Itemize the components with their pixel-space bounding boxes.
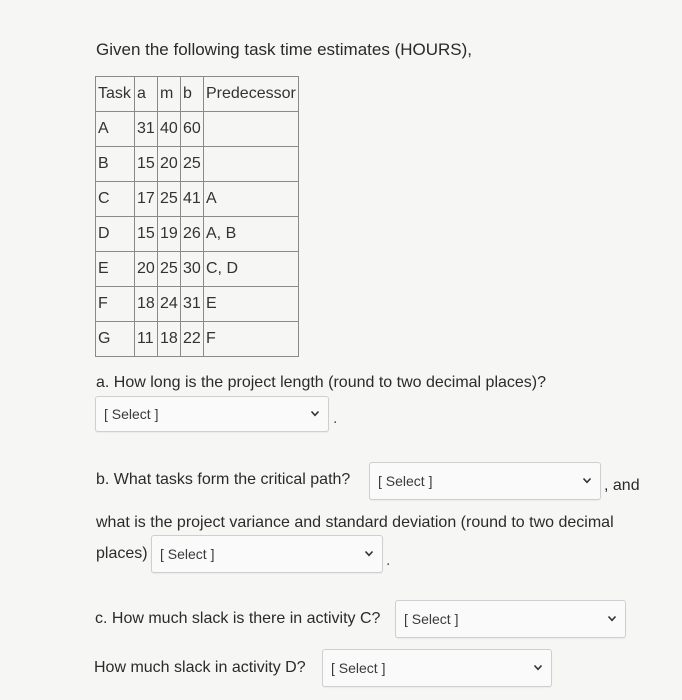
cell-predecessor — [204, 112, 299, 147]
variance-stddev-select-label: [ Select ] — [160, 546, 215, 562]
variance-stddev-select[interactable] — [151, 535, 383, 573]
table-row — [96, 217, 299, 252]
cell-b: 41 — [181, 182, 204, 217]
question-a-text: a. How long is the project length (round to two decimal places)? — [96, 374, 547, 391]
cell-b: 22 — [181, 322, 204, 357]
chevron-down-icon — [607, 614, 617, 624]
chevron-down-icon — [533, 663, 543, 673]
cell-predecessor: E — [204, 287, 299, 322]
table-row — [96, 322, 299, 357]
table-row — [96, 112, 299, 147]
critical-path-select[interactable] — [369, 462, 601, 500]
cell-predecessor — [204, 147, 299, 182]
question-b-text: b. What tasks form the critical path? — [96, 471, 351, 488]
cell-task: C — [96, 182, 135, 217]
cell-a: 11 — [135, 322, 158, 357]
task-estimates-table — [95, 76, 299, 357]
cell-a: 31 — [135, 112, 158, 147]
slack-c-select[interactable] — [395, 600, 626, 638]
header-m: m — [158, 77, 181, 112]
cell-predecessor: C, D — [204, 252, 299, 287]
punctuation-dot: . — [386, 552, 391, 569]
cell-a: 17 — [135, 182, 158, 217]
cell-a: 18 — [135, 287, 158, 322]
cell-task: F — [96, 287, 135, 322]
cell-task: D — [96, 217, 135, 252]
cell-m: 25 — [158, 182, 181, 217]
cell-b: 31 — [181, 287, 204, 322]
cell-m: 19 — [158, 217, 181, 252]
slack-d-select[interactable] — [322, 649, 552, 687]
punctuation-dot: . — [333, 410, 338, 427]
question-heading: Given the following task time estimates (HOURS), — [96, 40, 473, 59]
slack-d-select-label: [ Select ] — [331, 660, 386, 676]
cell-task: B — [96, 147, 135, 182]
cell-m: 25 — [158, 252, 181, 287]
table-row — [96, 252, 299, 287]
header-a: a — [135, 77, 158, 112]
cell-a: 15 — [135, 217, 158, 252]
cell-b: 60 — [181, 112, 204, 147]
cell-predecessor: A, B — [204, 217, 299, 252]
cell-m: 20 — [158, 147, 181, 182]
cell-m: 40 — [158, 112, 181, 147]
cell-a: 20 — [135, 252, 158, 287]
cell-b: 26 — [181, 217, 204, 252]
question-c-text: c. How much slack is there in activity C? — [95, 610, 381, 627]
question-b-line3: places) — [96, 545, 148, 562]
chevron-down-icon — [582, 476, 592, 486]
cell-predecessor: A — [204, 182, 299, 217]
table-row — [96, 287, 299, 322]
question-d-text: How much slack in activity D? — [94, 659, 306, 676]
cell-b: 25 — [181, 147, 204, 182]
chevron-down-icon — [364, 549, 374, 559]
project-length-select[interactable] — [95, 396, 329, 432]
cell-m: 18 — [158, 322, 181, 357]
critical-path-select-label: [ Select ] — [378, 473, 433, 489]
table-row — [96, 147, 299, 182]
question-b-and: , and — [604, 477, 640, 494]
project-length-select-label: [ Select ] — [104, 406, 159, 422]
cell-task: G — [96, 322, 135, 357]
header-b: b — [181, 77, 204, 112]
cell-a: 15 — [135, 147, 158, 182]
cell-b: 30 — [181, 252, 204, 287]
header-task: Task — [96, 77, 135, 112]
slack-c-select-label: [ Select ] — [404, 611, 459, 627]
table-header-row — [96, 77, 299, 112]
header-predecessor: Predecessor — [204, 77, 299, 112]
chevron-down-icon — [310, 409, 320, 419]
cell-task: E — [96, 252, 135, 287]
cell-m: 24 — [158, 287, 181, 322]
cell-task: A — [96, 112, 135, 147]
question-b-line2: what is the project variance and standard deviation (round to two decimal — [96, 514, 614, 531]
cell-predecessor: F — [204, 322, 299, 357]
table-row — [96, 182, 299, 217]
